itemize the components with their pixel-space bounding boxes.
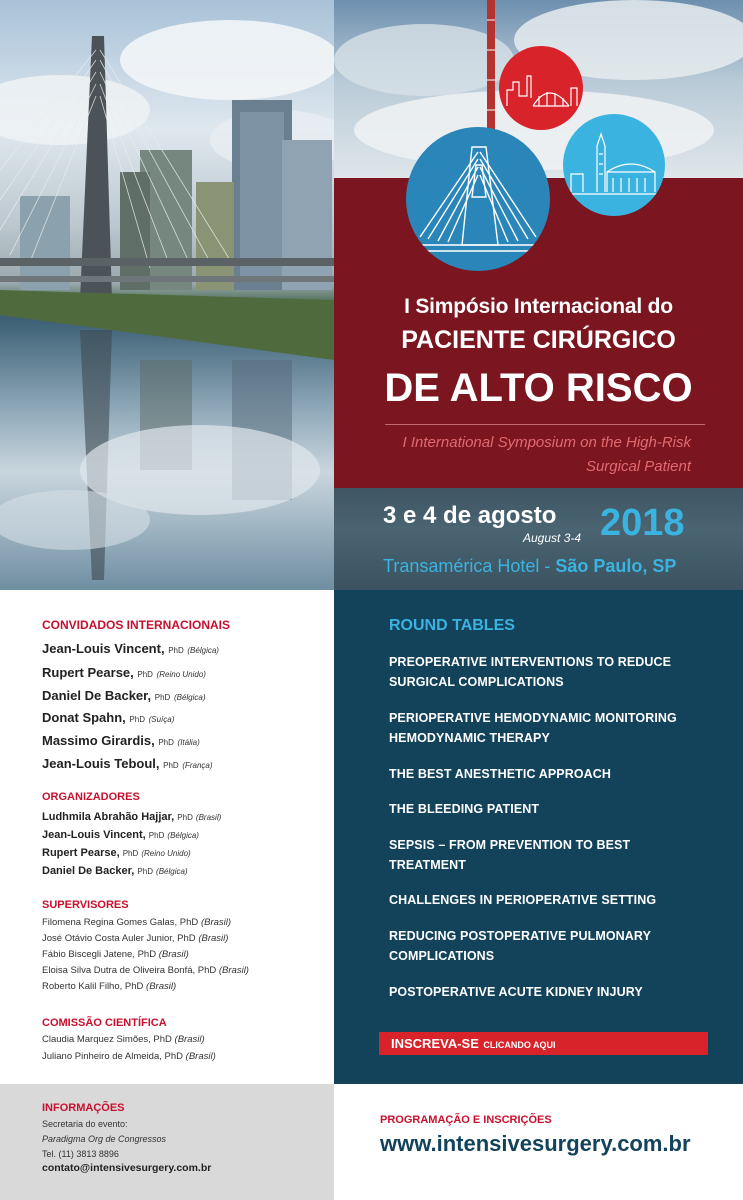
round-table-item: THE BEST ANESTHETIC APPROACH (389, 767, 612, 781)
info-secretariat: Secretaria do evento: (42, 1119, 128, 1129)
round-table-item: SEPSIS – FROM PREVENTION TO BEST TREATMENT (389, 838, 631, 872)
organizadores-title: ORGANIZADORES (42, 791, 140, 803)
info-organizer: Paradigma Org de Congressos (42, 1134, 167, 1144)
convidados-title: CONVIDADOS INTERNACIONAIS (42, 618, 231, 632)
round-table-item: CHALLENGES IN PERIOPERATIVE SETTING (389, 893, 657, 907)
supervisor-item: Eloisa Silva Dutra de Oliveira Bonfá, PhD (Brasil) (42, 965, 249, 976)
subtitle-en-line-2: Surgical Patient (585, 458, 691, 475)
event-venue (383, 556, 676, 577)
cathedral-drawing-icon (563, 114, 665, 216)
event-year: 2018 (600, 502, 685, 544)
program-label: PROGRAMAÇÃO E INSCRIÇÕES (380, 1114, 552, 1126)
title-line-2: PACIENTE CIRÚRGICO (401, 326, 676, 354)
register-button-sublabel: CLICANDO AQUI (483, 1040, 556, 1050)
round-table-item: REDUCING POSTOPERATIVE PULMONARY COMPLICATIONS (389, 929, 652, 963)
round-table-item: PREOPERATIVE INTERVENTIONS TO REDUCE SURGICAL COMPLICATIONS (389, 655, 672, 689)
supervisor-item: Filomena Regina Gomes Galas, PhD (Brasil) (42, 917, 232, 928)
register-button-label: INSCREVA-SE (391, 1036, 479, 1051)
organizador-item: Daniel De Backer, PhD (Bélgica) (42, 865, 188, 877)
title-line-3: DE ALTO RISCO (384, 366, 693, 410)
info-title: INFORMAÇÕES (42, 1102, 125, 1114)
event-date: 3 e 4 de agosto (383, 502, 557, 529)
supervisores-title: SUPERVISORES (42, 899, 129, 911)
convidado-item: Donat Spahn, PhD (Suíça) (42, 710, 175, 725)
info-email-link[interactable]: contato@intensivesurgery.com.br (42, 1162, 212, 1174)
supervisor-item: Roberto Kalil Filho, PhD (Brasil) (42, 981, 177, 992)
convidado-item: Jean-Louis Teboul, PhD (França) (42, 756, 213, 771)
organizador-item: Ludhmila Abrahão Hajjar, PhD (Brasil) (42, 811, 222, 823)
bridge-circle-blue (406, 127, 550, 271)
skyline-drawing-icon (499, 46, 583, 130)
register-button[interactable] (379, 1032, 708, 1055)
comissao-item: Claudia Marquez Simões, PhD (Brasil) (42, 1034, 205, 1045)
building-circle-cyan (563, 114, 665, 216)
organizador-item: Rupert Pearse, PhD (Reino Unido) (42, 847, 191, 859)
title-divider (385, 424, 705, 425)
convidado-item: Massimo Girardis, PhD (Itália) (42, 733, 200, 748)
supervisor-item: José Otávio Costa Auler Junior, PhD (Brasil) (42, 933, 229, 944)
round-table-item: THE BLEEDING PATIENT (389, 802, 540, 816)
comissao-title: COMISSÃO CIENTÍFICA (42, 1017, 167, 1029)
convidado-item: Rupert Pearse, PhD (Reino Unido) (42, 665, 206, 680)
event-date-en: August 3-4 (523, 531, 582, 545)
supervisor-item: Fábio Biscegli Jatene, PhD (Brasil) (42, 949, 189, 960)
organizador-item: Jean-Louis Vincent, PhD (Bélgica) (42, 829, 199, 841)
venue-hotel: Transamérica Hotel - (383, 556, 556, 576)
city-bridge-photo (0, 0, 334, 590)
subtitle-en-line-1: I International Symposium on the High-Risk (402, 434, 691, 451)
round-tables-title: ROUND TABLES (389, 617, 515, 634)
round-table-item: POSTOPERATIVE ACUTE KIDNEY INJURY (389, 985, 643, 999)
venue-city: São Paulo, SP (555, 556, 677, 576)
info-phone: Tel. (11) 3813 8896 (42, 1149, 119, 1159)
comissao-item: Juliano Pinheiro de Almeida, PhD (Brasil) (42, 1051, 216, 1062)
convidado-item: Jean-Louis Vincent, PhD (Bélgica) (42, 641, 219, 656)
convidado-item: Daniel De Backer, PhD (Bélgica) (42, 688, 206, 703)
title-line-1: I Simpósio Internacional do (404, 295, 673, 318)
hero-section (0, 0, 743, 590)
website-link[interactable]: www.intensivesurgery.com.br (380, 1131, 691, 1156)
bridge-drawing-icon (406, 127, 550, 271)
round-table-item: PERIOPERATIVE HEMODYNAMIC MONITORING HEMODYNAMIC THERAPY (389, 711, 677, 745)
skyline-circle-red (499, 46, 583, 130)
city-bridge-illustration (0, 0, 334, 590)
